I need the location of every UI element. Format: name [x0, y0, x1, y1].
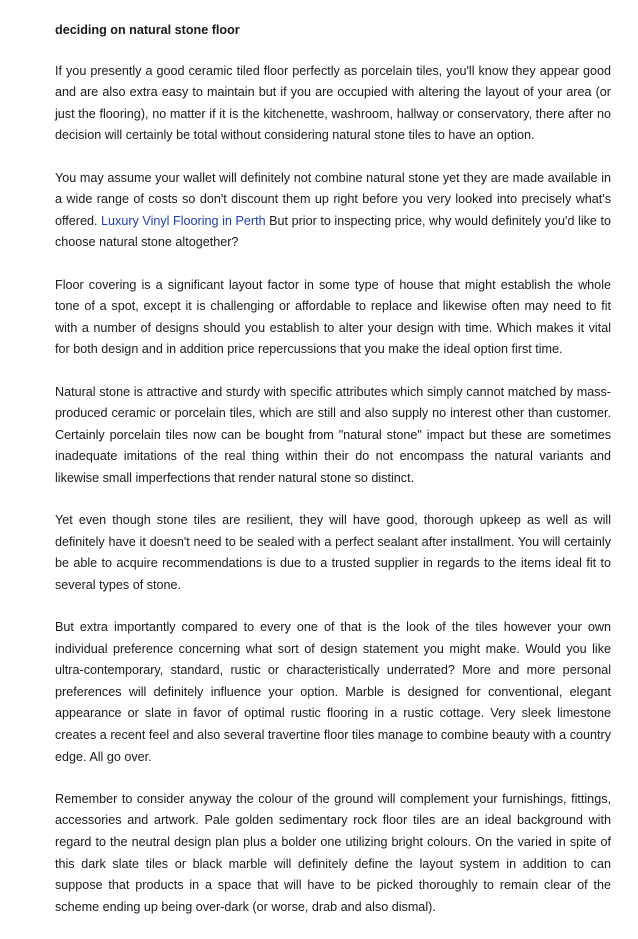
paragraph-2-before-link: You may assume your wallet will definitely not combine natural stone yet they are made available in a wide range of costs so don't discount them up right before you very looked into precisely what's offered.	[55, 170, 611, 228]
paragraph-1: If you presently a good ceramic tiled floor perfectly as porcelain tiles, you'll know they appear good and are also extra easy to maintain but if you are occupied with altering the layout of your area (or just the flooring), no matter if it is the kitchenette, washroom, hallway or conservatory, there after no decision will certainly be total without considering natural stone tiles to have an option.	[55, 63, 611, 143]
paragraph-2-after-link: But prior to inspecting price, why would definitely you'd like to choose natural stone altogether?	[55, 213, 611, 250]
document-title: deciding on natural stone floor	[55, 23, 240, 37]
paragraph-7: Remember to consider anyway the colour of the ground will complement your furnishings, fittings, accessories and artwork. Pale golden sedimentary rock floor tiles are an ideal background with regard to the neutral design plan plus a bolder one utilizing bright colours. On the varied in spite of this dark slate tiles or black marble will definitely define the layout system in addition to can suppose that products in a space that will have to be picked thoroughly to remain clear of the scheme ending up being over-dark (or worse, drab and also dismal).	[55, 791, 611, 914]
paragraph-6: But extra importantly compared to every one of that is the look of the tiles however your own individual preference concerning what sort of design statement you might make. Would you like ultra-contemporary, standard, rustic or characteristically underrated? More and more personal preferences will definitely influence your option. Marble is designed for conventional, elegant appearance or slate in favor of optimal rustic flooring in a rustic cottage. Very sleek limestone creates a recent feel and also several travertine floor tiles manage to combine beauty with a country edge. All go over.	[55, 620, 611, 764]
luxury-vinyl-flooring-link[interactable]: Luxury Vinyl Flooring in Perth	[101, 213, 266, 228]
paragraph-2	[55, 168, 611, 254]
paragraph-4: Natural stone is attractive and sturdy with specific attributes which simply cannot matched by mass-produced ceramic or porcelain tiles, which are still and also supply no interest other than customer. Certainly porcelain tiles now can be bought from "natural stone" impact but these are sometimes inadequate imitations of the real thing within their do not encompass the natural variants and likewise small imperfections that render natural stone so distinct.	[55, 384, 611, 485]
document-page	[55, 20, 611, 939]
paragraph-5: Yet even though stone tiles are resilient, they will have good, thorough upkeep as well as will definitely have it doesn't need to be sealed with a perfect sealant after installment. You will certainly be able to acquire recommendations is due to a trusted supplier in regards to the items ideal fit to several types of stone.	[55, 513, 611, 592]
paragraph-3: Floor covering is a significant layout factor in some type of house that might establish the whole tone of a spot, except it is challenging or affordable to replace and likewise often may need to fit with a number of designs should you establish to alter your design with time. Which makes it vital for both design and in addition price repercussions that you make the ideal option first time.	[55, 277, 611, 357]
